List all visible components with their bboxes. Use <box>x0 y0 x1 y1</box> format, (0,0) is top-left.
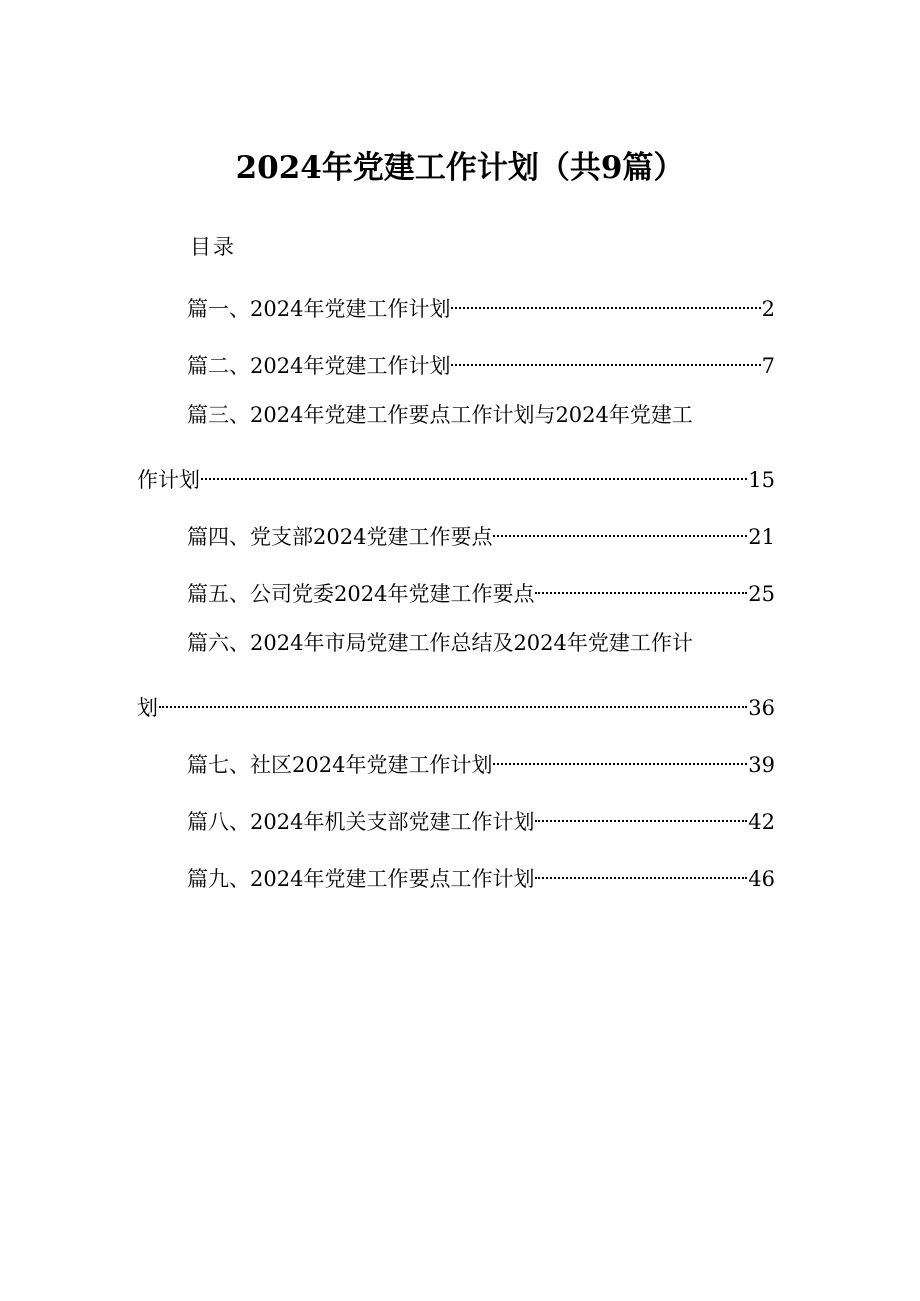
toc-dot-leader <box>451 343 760 373</box>
toc-page-number: 42 <box>748 810 775 834</box>
toc-entry-2[interactable] <box>187 343 775 381</box>
toc-dot-leader <box>535 571 747 601</box>
toc-page-number: 15 <box>748 468 775 492</box>
toc-dot-leader <box>535 799 747 829</box>
toc-entry-1[interactable] <box>187 286 775 324</box>
toc-entry-text: 篇五、公司党委2024年党建工作要点 <box>187 582 535 606</box>
toc-page-number: 2 <box>761 297 775 321</box>
toc-entry-text: 篇一、2024年党建工作计划 <box>187 297 451 321</box>
toc-dot-leader <box>535 856 747 886</box>
toc-page-number: 46 <box>748 867 775 891</box>
toc-dot-leader <box>159 685 747 715</box>
toc-entry-6-line1[interactable]: 篇六、2024年市局党建工作总结及2024年党建工作计 <box>187 631 693 655</box>
toc-entry-3[interactable] <box>137 457 775 495</box>
toc-dot-leader <box>493 514 747 544</box>
toc-dot-leader <box>201 457 747 487</box>
toc-entry-text: 作计划 <box>137 468 200 492</box>
toc-page-number: 39 <box>748 753 775 777</box>
toc-entry-text: 划 <box>137 696 158 720</box>
toc-entry-text: 篇九、2024年党建工作要点工作计划 <box>187 867 535 891</box>
toc-entry-7[interactable] <box>187 742 775 780</box>
toc-page-number: 21 <box>748 525 775 549</box>
toc-page-number: 7 <box>761 354 775 378</box>
toc-dot-leader <box>493 742 747 772</box>
document-title: 2024年党建工作计划（共9篇） <box>235 150 685 186</box>
toc-entry-9[interactable] <box>187 856 775 894</box>
toc-entry-4[interactable] <box>187 514 775 552</box>
toc-entry-5[interactable] <box>187 571 775 609</box>
toc-entry-text: 篇二、2024年党建工作计划 <box>187 354 451 378</box>
toc-entry-text: 篇八、2024年机关支部党建工作计划 <box>187 810 535 834</box>
toc-label: 目录 <box>190 235 236 259</box>
toc-entry-8[interactable] <box>187 799 775 837</box>
toc-page-number: 25 <box>748 582 775 606</box>
toc-dot-leader <box>451 286 760 316</box>
toc-page-number: 36 <box>748 696 775 720</box>
toc-entry-6[interactable] <box>137 685 775 723</box>
toc-entry-3-line1[interactable]: 篇三、2024年党建工作要点工作计划与2024年党建工 <box>187 403 693 427</box>
toc-entry-text: 篇四、党支部2024党建工作要点 <box>187 525 493 549</box>
toc-entry-text: 篇七、社区2024年党建工作计划 <box>187 753 493 777</box>
